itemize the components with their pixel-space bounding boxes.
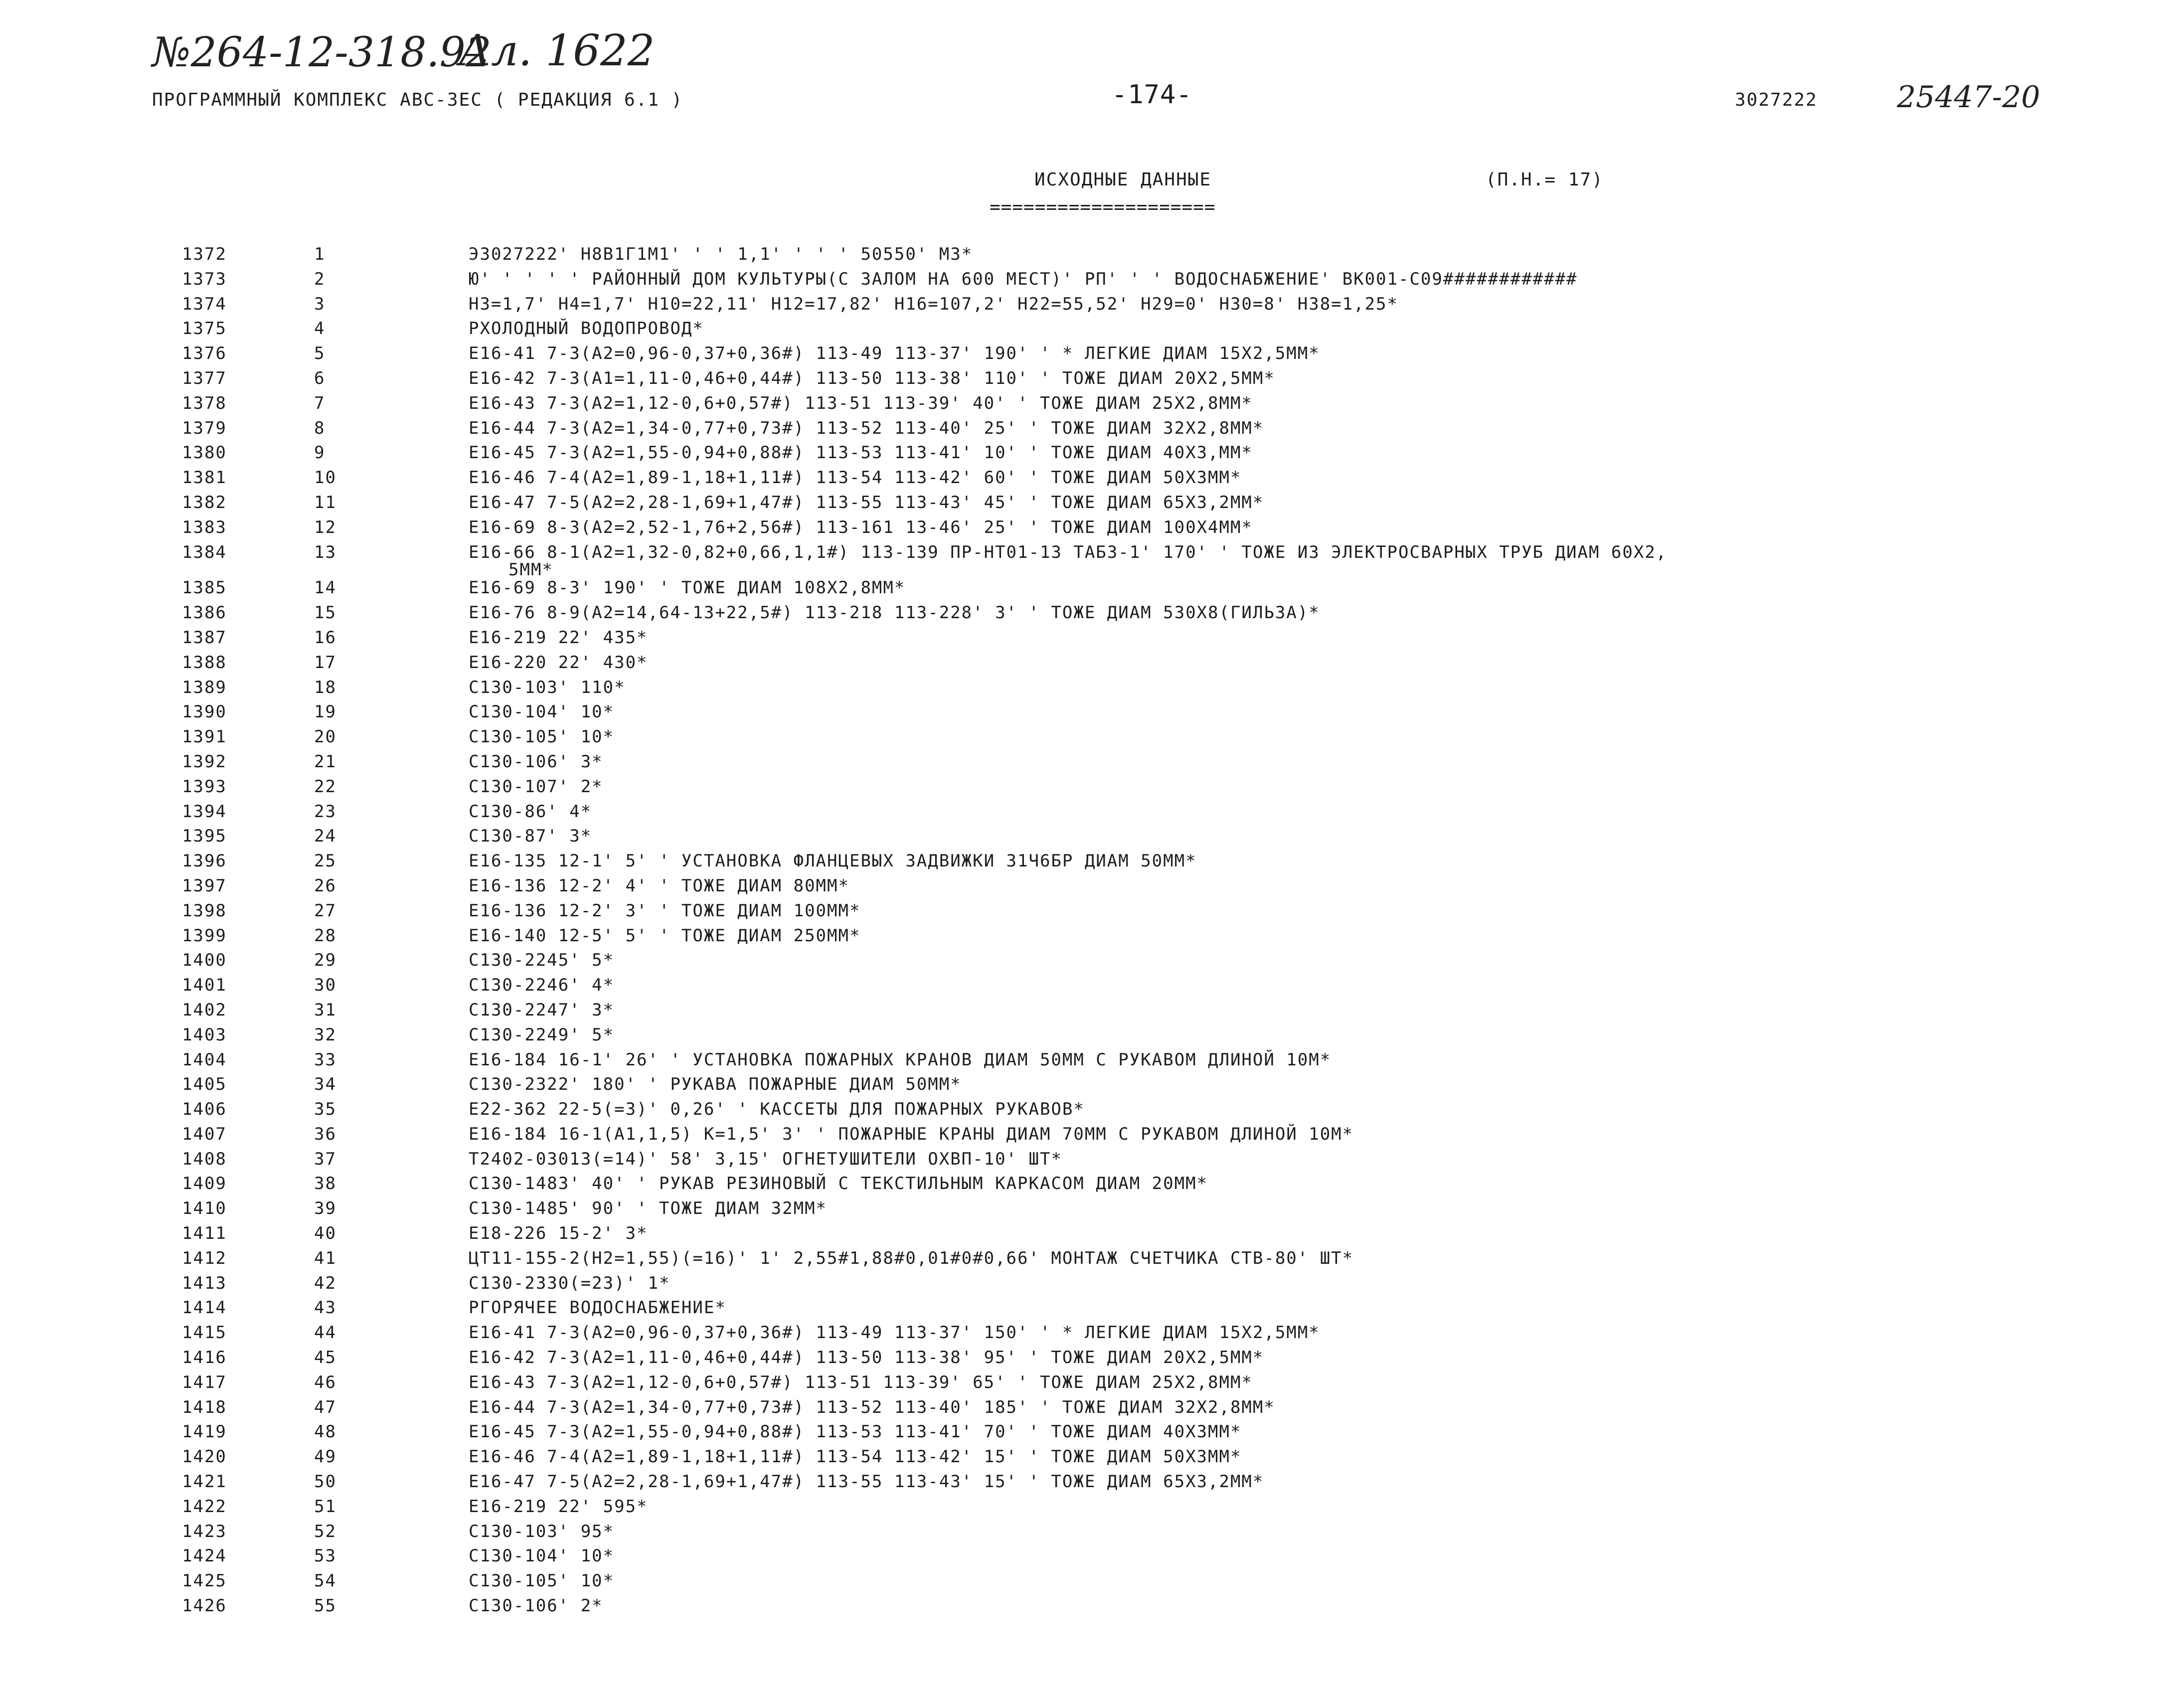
record-number: 43 [314, 1298, 336, 1318]
table-row [0, 1472, 2179, 1497]
table-row [0, 1372, 2179, 1397]
record-text: С130-103' 95* [469, 1521, 615, 1541]
record-text: ЦТ11-155-2(Н2=1,55)(=16)' 1' 2,55#1,88#0,01#0#0,66' МОНТАЖ СЧЕТЧИКА СТВ-80' ШТ* [469, 1248, 1354, 1268]
table-row [0, 702, 2179, 727]
record-number: 49 [314, 1447, 336, 1467]
record-number: 1 [314, 244, 326, 264]
record-number: 35 [314, 1099, 336, 1120]
record-number: 25 [314, 851, 336, 871]
line-number: 1396 [182, 851, 227, 871]
record-number: 32 [314, 1025, 336, 1045]
record-text: С130-106' 3* [469, 751, 603, 772]
record-text: Е16-46 7-4(А2=1,89-1,18+1,11#) 113-54 113-42' 60' ' ТОЖЕ ДИАМ 50Х3ММ* [469, 468, 1242, 488]
record-number: 23 [314, 801, 336, 822]
table-row [0, 1149, 2179, 1174]
line-number: 1424 [182, 1546, 227, 1566]
line-number: 1405 [182, 1074, 227, 1095]
record-number: 6 [314, 368, 326, 388]
table-row [0, 802, 2179, 827]
record-number: 13 [314, 542, 336, 562]
record-text: Е16-140 12-5' 5' ' ТОЖЕ ДИАМ 250ММ* [469, 925, 861, 946]
line-number: 1388 [182, 652, 227, 673]
line-number: 1419 [182, 1422, 227, 1442]
line-number: 1383 [182, 517, 227, 537]
table-row [0, 1124, 2179, 1149]
table-row [0, 727, 2179, 752]
record-text: Е16-76 8-9(А2=14,64-13+22,5#) 113-218 113-228' 3' ' ТОЖЕ ДИАМ 530Х8(ГИЛЬЗА)* [469, 603, 1320, 623]
line-number: 1381 [182, 468, 227, 488]
line-number: 1400 [182, 950, 227, 971]
record-number: 30 [314, 975, 336, 996]
line-number: 1392 [182, 751, 227, 772]
line-number: 1416 [182, 1348, 227, 1368]
handwritten-code: 25447-20 [1897, 80, 2040, 115]
line-number: 1413 [182, 1273, 227, 1293]
handwritten-doc-number: №264-12-318.92 [152, 29, 492, 76]
record-number: 20 [314, 727, 336, 747]
line-number: 1418 [182, 1397, 227, 1417]
table-row [0, 418, 2179, 443]
record-text: С130-105' 10* [469, 1571, 615, 1591]
record-number: 28 [314, 925, 336, 946]
table-row [0, 468, 2179, 493]
table-row [0, 393, 2179, 418]
line-number: 1372 [182, 244, 227, 264]
record-text: Е16-42 7-3(А1=1,11-0,46+0,44#) 113-50 113-38' 110' ' ТОЖЕ ДИАМ 20Х2,5ММ* [469, 368, 1275, 388]
record-text: Е16-184 16-1(А1,1,5) К=1,5' 3' ' ПОЖАРНЫЕ КРАНЫ ДИАМ 70ММ С РУКАВОМ ДЛИНОЙ 10М* [469, 1124, 1354, 1144]
line-number: 1425 [182, 1571, 227, 1591]
record-number: 47 [314, 1397, 336, 1417]
program-header: ПРОГРАММНЫЙ КОМПЛЕКС АВС-3ЕС ( РЕДАКЦИЯ 6.1 ) [152, 90, 683, 110]
record-number: 41 [314, 1248, 336, 1268]
table-row [0, 294, 2179, 319]
table-row [0, 752, 2179, 777]
record-text: С130-1483' 40' ' РУКАВ РЕЗИНОВЫЙ С ТЕКСТИЛЬНЫМ КАРКАСОМ ДИАМ 20ММ* [469, 1174, 1208, 1194]
table-row [0, 1099, 2179, 1124]
record-number: 9 [314, 443, 326, 463]
table-row [0, 517, 2179, 542]
record-text: РГОРЯЧЕЕ ВОДОСНАБЖЕНИЕ* [469, 1298, 726, 1318]
line-number: 1386 [182, 603, 227, 623]
record-number: 38 [314, 1174, 336, 1194]
record-number: 18 [314, 677, 336, 697]
line-number: 1420 [182, 1447, 227, 1467]
document-number: 3027222 [1735, 90, 1818, 110]
line-number: 1385 [182, 578, 227, 598]
record-text: С130-107' 2* [469, 776, 603, 797]
line-number: 1397 [182, 875, 227, 896]
table-row [0, 653, 2179, 678]
line-number: 1390 [182, 702, 227, 722]
line-number: 1423 [182, 1521, 227, 1541]
line-number: 1398 [182, 900, 227, 921]
record-number: 48 [314, 1422, 336, 1442]
table-row [0, 493, 2179, 517]
record-text: Е16-69 8-3' 190' ' ТОЖЕ ДИАМ 108Х2,8ММ* [469, 578, 906, 598]
record-number: 40 [314, 1223, 336, 1244]
table-row [0, 1000, 2179, 1025]
table-row [0, 1223, 2179, 1248]
table-row [0, 1198, 2179, 1223]
table-row [0, 1025, 2179, 1050]
record-text: С130-103' 110* [469, 677, 626, 697]
record-number: 7 [314, 393, 326, 413]
record-number: 55 [314, 1596, 336, 1616]
record-text: Е16-135 12-1' 5' ' УСТАНОВКА ФЛАНЦЕВЫХ ЗАДВИЖКИ 31Ч6БР ДИАМ 50ММ* [469, 851, 1197, 871]
record-text: Е16-136 12-2' 4' ' ТОЖЕ ДИАМ 80ММ* [469, 875, 849, 896]
handwritten-sheet-number: Ал. 1622 [459, 26, 655, 76]
table-row [0, 1522, 2179, 1546]
line-number: 1376 [182, 343, 227, 364]
record-text: Е16-41 7-3(А2=0,96-0,37+0,36#) 113-49 113-37' 190' ' * ЛЕГКИЕ ДИАМ 15Х2,5ММ* [469, 343, 1320, 364]
line-number: 1399 [182, 925, 227, 946]
record-text: Ю' ' ' ' ' РАЙОННЫЙ ДОМ КУЛЬТУРЫ(С ЗАЛОМ НА 600 МЕСТ)' РП' ' ' ВОДОСНАБЖЕНИЕ' ВК001-С09############ [469, 269, 1578, 289]
record-number: 2 [314, 269, 326, 289]
table-row [0, 1273, 2179, 1298]
table-row [0, 1422, 2179, 1447]
record-text: Е16-136 12-2' 3' ' ТОЖЕ ДИАМ 100ММ* [469, 900, 861, 921]
record-number: 3 [314, 294, 326, 314]
table-row [0, 826, 2179, 851]
section-pn: (П.Н.= 17) [1486, 170, 1604, 190]
section-underline: ==================== [990, 197, 1216, 217]
table-row [0, 678, 2179, 702]
line-number: 1406 [182, 1099, 227, 1120]
table-row [0, 1397, 2179, 1422]
record-text: Е16-44 7-3(А2=1,34-0,77+0,73#) 113-52 113-40' 25' ' ТОЖЕ ДИАМ 32Х2,8ММ* [469, 418, 1264, 438]
record-number: 54 [314, 1571, 336, 1591]
record-number: 16 [314, 627, 336, 648]
line-number: 1410 [182, 1198, 227, 1219]
line-number: 1377 [182, 368, 227, 388]
table-row [0, 1546, 2179, 1571]
record-number: 24 [314, 826, 336, 847]
line-number: 1373 [182, 269, 227, 289]
record-number: 51 [314, 1496, 336, 1517]
line-number: 1393 [182, 776, 227, 797]
record-text: Э3027222' Н8В1Г1М1' ' ' 1,1' ' ' ' 50550' М3* [469, 244, 973, 264]
record-text: С130-104' 10* [469, 1546, 615, 1566]
table-row [0, 578, 2179, 603]
record-text: С130-104' 10* [469, 702, 615, 722]
table-row [0, 269, 2179, 294]
record-text: Е18-226 15-2' 3* [469, 1223, 648, 1244]
record-text: Е16-69 8-3(А2=2,52-1,76+2,56#) 113-161 13-46' 25' ' ТОЖЕ ДИАМ 100Х4ММ* [469, 517, 1253, 537]
record-text: Е16-45 7-3(А2=1,55-0,94+0,88#) 113-53 113-41' 70' ' ТОЖЕ ДИАМ 40Х3ММ* [469, 1422, 1242, 1442]
record-text: С130-2246' 4* [469, 975, 615, 996]
table-row [0, 851, 2179, 876]
table-row [0, 1348, 2179, 1372]
table-row [0, 1248, 2179, 1273]
record-text: Е16-220 22' 430* [469, 652, 648, 673]
table-row [0, 603, 2179, 628]
table-row [0, 343, 2179, 368]
record-text: Е16-47 7-5(А2=2,28-1,69+1,47#) 113-55 113-43' 15' ' ТОЖЕ ДИАМ 65Х3,2ММ* [469, 1472, 1264, 1492]
record-number: 4 [314, 319, 326, 339]
line-number: 1421 [182, 1472, 227, 1492]
record-number: 14 [314, 578, 336, 598]
record-number: 39 [314, 1198, 336, 1219]
line-number: 1374 [182, 294, 227, 314]
line-number: 1389 [182, 677, 227, 697]
record-text: Е16-42 7-3(А2=1,11-0,46+0,44#) 113-50 113-38' 95' ' ТОЖЕ ДИАМ 20Х2,5ММ* [469, 1348, 1264, 1368]
line-number: 1387 [182, 627, 227, 648]
record-text: С130-1485' 90' ' ТОЖЕ ДИАМ 32ММ* [469, 1198, 828, 1219]
line-number: 1407 [182, 1124, 227, 1144]
record-number: 11 [314, 492, 336, 512]
line-number: 1412 [182, 1248, 227, 1268]
line-number: 1384 [182, 542, 227, 562]
table-row [0, 1050, 2179, 1075]
record-number: 45 [314, 1348, 336, 1368]
record-text: С130-2322' 180' ' РУКАВА ПОЖАРНЫЕ ДИАМ 50ММ* [469, 1074, 962, 1095]
line-number: 1378 [182, 393, 227, 413]
line-number: 1414 [182, 1298, 227, 1318]
record-text: С130-86' 4* [469, 801, 592, 822]
table-row [0, 1074, 2179, 1099]
line-number: 1408 [182, 1149, 227, 1169]
record-text: Е16-44 7-3(А2=1,34-0,77+0,73#) 113-52 113-40' 185' ' ТОЖЕ ДИАМ 32Х2,8ММ* [469, 1397, 1275, 1417]
record-number: 42 [314, 1273, 336, 1293]
table-row [0, 950, 2179, 975]
table-row [0, 368, 2179, 393]
record-number: 10 [314, 468, 336, 488]
line-number: 1382 [182, 492, 227, 512]
record-text: Е16-43 7-3(А2=1,12-0,6+0,57#) 113-51 113-39' 65' ' ТОЖЕ ДИАМ 25Х2,8ММ* [469, 1372, 1253, 1392]
line-number: 1403 [182, 1025, 227, 1045]
record-text: Т2402-03013(=14)' 58' 3,15' ОГНЕТУШИТЕЛИ ОХВП-10' ШТ* [469, 1149, 1062, 1169]
record-number: 5 [314, 343, 326, 364]
record-text: С130-106' 2* [469, 1596, 603, 1616]
line-number: 1394 [182, 801, 227, 822]
record-number: 12 [314, 517, 336, 537]
line-number: 1404 [182, 1049, 227, 1070]
record-number: 52 [314, 1521, 336, 1541]
record-number: 29 [314, 950, 336, 971]
table-row [0, 244, 2179, 269]
record-number: 33 [314, 1049, 336, 1070]
table-row [0, 1571, 2179, 1596]
line-number: 1379 [182, 418, 227, 438]
page-number: -174- [1112, 80, 1192, 110]
record-text: С130-87' 3* [469, 826, 592, 847]
record-text: Н3=1,7' Н4=1,7' Н10=22,11' Н12=17,82' Н16=107,2' Н22=55,52' Н29=0' Н30=8' Н38=1,25* [469, 294, 1398, 314]
record-text: Е16-47 7-5(А2=2,28-1,69+1,47#) 113-55 113-43' 45' ' ТОЖЕ ДИАМ 65Х3,2ММ* [469, 492, 1264, 512]
record-number: 27 [314, 900, 336, 921]
record-text: Е16-184 16-1' 26' ' УСТАНОВКА ПОЖАРНЫХ КРАНОВ ДИАМ 50ММ С РУКАВОМ ДЛИНОЙ 10М* [469, 1049, 1332, 1070]
record-number: 53 [314, 1546, 336, 1566]
record-number: 21 [314, 751, 336, 772]
record-number: 36 [314, 1124, 336, 1144]
record-text: Е16-219 22' 595* [469, 1496, 648, 1517]
table-row [0, 901, 2179, 926]
record-text-continuation: 5ММ* [508, 560, 553, 580]
table-row-continuation [0, 560, 2179, 578]
record-text: Е16-219 22' 435* [469, 627, 648, 648]
line-number: 1411 [182, 1223, 227, 1244]
table-row [0, 975, 2179, 1000]
line-number: 1422 [182, 1496, 227, 1517]
table-row [0, 777, 2179, 802]
record-text: Е16-46 7-4(А2=1,89-1,18+1,11#) 113-54 113-42' 15' ' ТОЖЕ ДИАМ 50Х3ММ* [469, 1447, 1242, 1467]
table-row [0, 1174, 2179, 1198]
table-row [0, 443, 2179, 468]
record-number: 31 [314, 1000, 336, 1020]
line-number: 1375 [182, 319, 227, 339]
record-text: С130-2330(=23)' 1* [469, 1273, 670, 1293]
record-number: 44 [314, 1323, 336, 1343]
section-title: ИСХОДНЫЕ ДАННЫЕ [1034, 170, 1212, 190]
line-number: 1402 [182, 1000, 227, 1020]
record-text: С130-2249' 5* [469, 1025, 615, 1045]
table-row [0, 628, 2179, 653]
table-row [0, 1447, 2179, 1472]
table-row [0, 1596, 2179, 1621]
record-number: 26 [314, 875, 336, 896]
table-row [0, 319, 2179, 343]
record-text: РХОЛОДНЫЙ ВОДОПРОВОД* [469, 319, 704, 339]
record-number: 46 [314, 1372, 336, 1392]
record-number: 19 [314, 702, 336, 722]
line-number: 1409 [182, 1174, 227, 1194]
line-number: 1401 [182, 975, 227, 996]
table-row [0, 876, 2179, 901]
record-text: С130-2247' 3* [469, 1000, 615, 1020]
record-text: С130-105' 10* [469, 727, 615, 747]
data-listing [0, 244, 2179, 1621]
record-text: Е16-41 7-3(А2=0,96-0,37+0,36#) 113-49 113-37' 150' ' * ЛЕГКИЕ ДИАМ 15Х2,5ММ* [469, 1323, 1320, 1343]
record-text: Е22-362 22-5(=3)' 0,26' ' КАССЕТЫ ДЛЯ ПОЖАРНЫХ РУКАВОВ* [469, 1099, 1085, 1120]
record-number: 34 [314, 1074, 336, 1095]
line-number: 1417 [182, 1372, 227, 1392]
record-text: Е16-45 7-3(А2=1,55-0,94+0,88#) 113-53 113-41' 10' ' ТОЖЕ ДИАМ 40Х3,ММ* [469, 443, 1253, 463]
line-number: 1415 [182, 1323, 227, 1343]
record-number: 22 [314, 776, 336, 797]
record-text: Е16-43 7-3(А2=1,12-0,6+0,57#) 113-51 113-39' 40' ' ТОЖЕ ДИАМ 25Х2,8ММ* [469, 393, 1253, 413]
record-text: Е16-66 8-1(А2=1,32-0,82+0,66,1,1#) 113-139 ПР-НТ01-13 ТАБ3-1' 170' ' ТОЖЕ ИЗ ЭЛЕКТРОСВАРНЫХ ТРУБ ДИАМ 60Х2, [469, 542, 1668, 562]
record-number: 8 [314, 418, 326, 438]
record-number: 37 [314, 1149, 336, 1169]
table-row [0, 1497, 2179, 1522]
table-row [0, 1323, 2179, 1348]
record-number: 50 [314, 1472, 336, 1492]
line-number: 1426 [182, 1596, 227, 1616]
record-number: 17 [314, 652, 336, 673]
line-number: 1395 [182, 826, 227, 847]
table-row [0, 926, 2179, 951]
table-row [0, 1298, 2179, 1323]
record-number: 15 [314, 603, 336, 623]
line-number: 1391 [182, 727, 227, 747]
record-text: С130-2245' 5* [469, 950, 615, 971]
line-number: 1380 [182, 443, 227, 463]
